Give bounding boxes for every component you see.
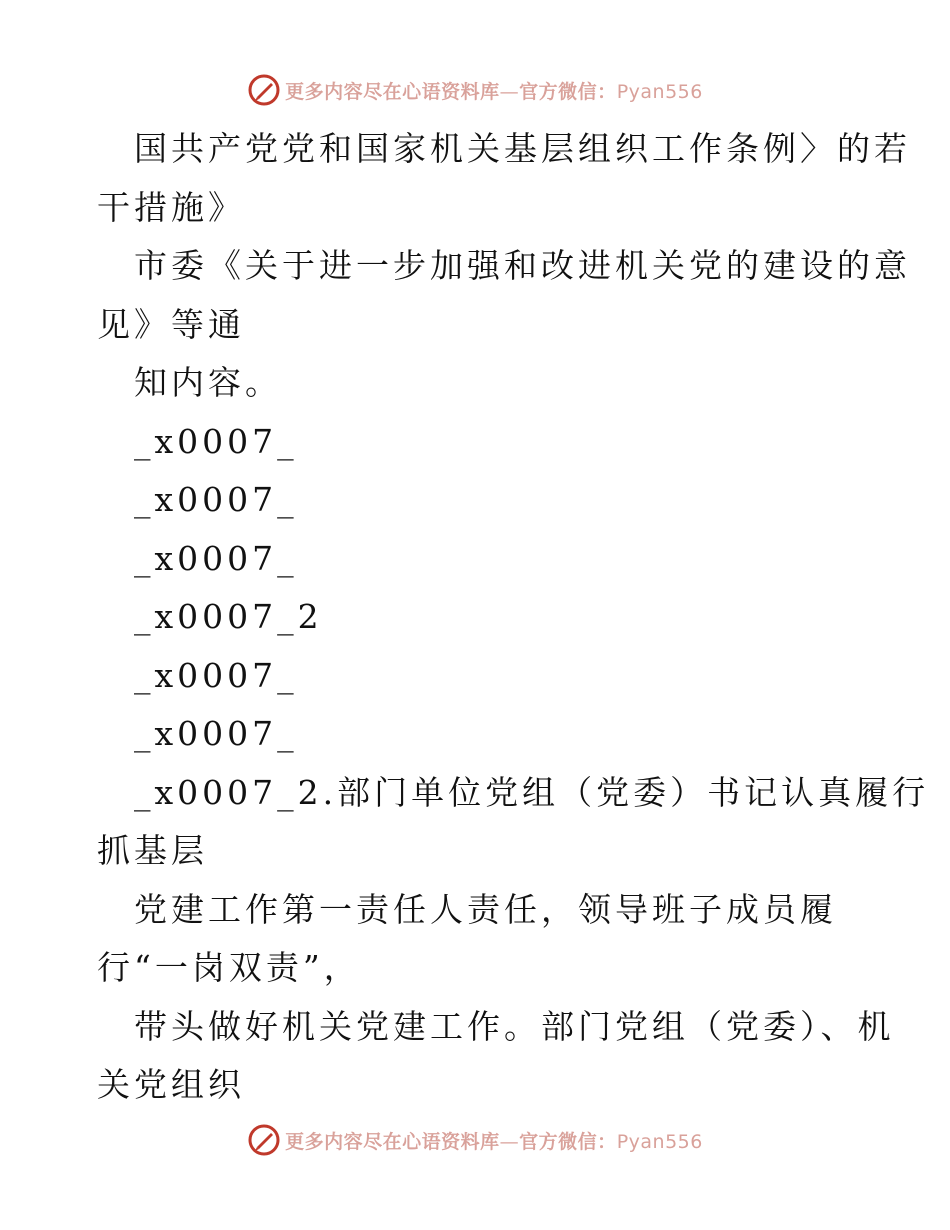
text-line: _x0007_ [134, 480, 298, 519]
text-line: 党建工作第一责任人责任，领导班子成员履 [134, 889, 837, 929]
header-watermark [0, 70, 950, 110]
document-body [97, 120, 930, 1115]
text-line: 带头做好机关党建工作。部门党组（党委）、机 [134, 1006, 895, 1046]
text-line: _x0007_ [134, 714, 298, 753]
watermark-text: 更多内容尽在心语资料库—官方微信：Pyan556 [285, 1130, 703, 1153]
text-line: _x0007_2 [134, 597, 323, 636]
text-line: 关党组织 [97, 1065, 245, 1104]
text-line: 行“一岗双责”， [97, 948, 361, 987]
text-line: 见》等通 [97, 304, 245, 344]
text-line: _x0007_ [134, 538, 298, 578]
text-line: _x0007_ [134, 655, 298, 695]
text-line: 国共产党党和国家机关基层组织工作条例〉的若 [134, 129, 911, 168]
pen-logo-icon [247, 1123, 281, 1157]
text-line: 干措施》 [97, 187, 245, 227]
watermark-text: 更多内容尽在心语资料库—官方微信：Pyan556 [285, 80, 703, 103]
text-line: 知内容。 [134, 363, 282, 402]
pen-logo-icon [247, 73, 281, 107]
text-line: 市委《关于进一步加强和改进机关党的建设的意 [134, 246, 911, 285]
text-line: _x0007_2.部门单位党组（党委）书记认真履行 [134, 772, 930, 812]
text-line: 抓基层 [97, 831, 208, 870]
text-line: _x0007_ [134, 421, 298, 461]
footer-watermark [0, 1120, 950, 1160]
